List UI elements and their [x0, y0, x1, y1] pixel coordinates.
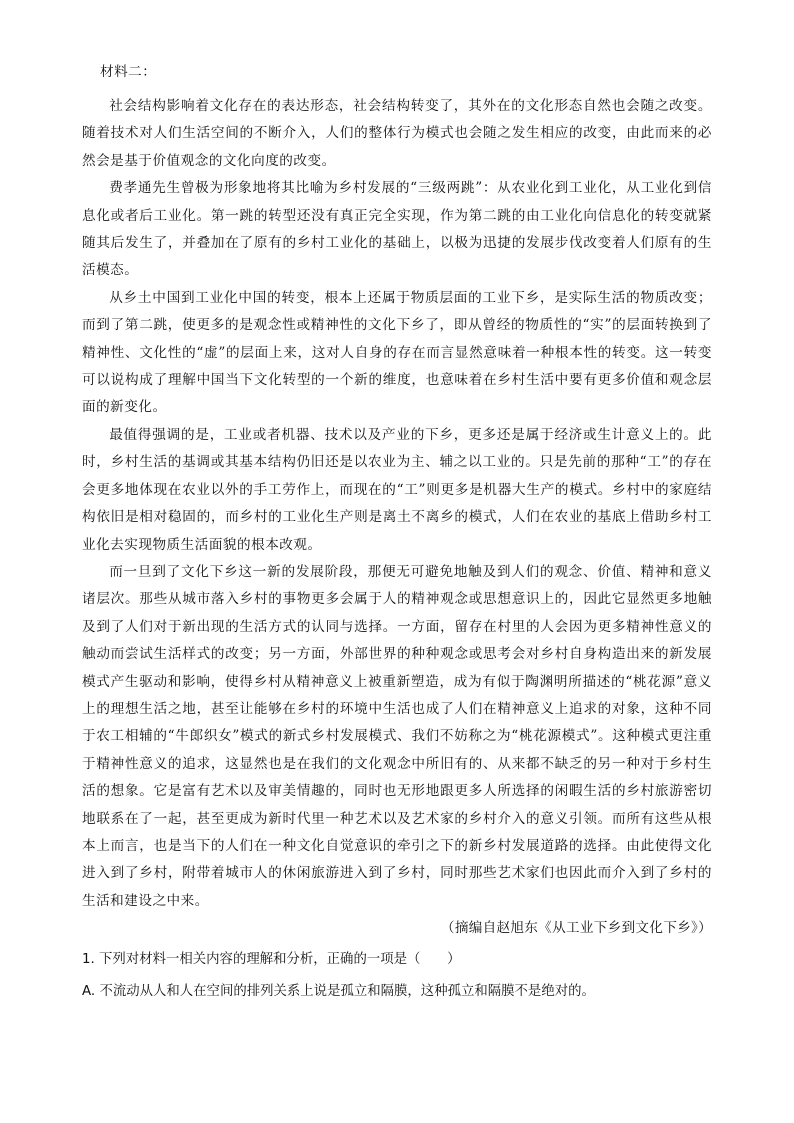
option-a: A. 不流动从人和人在空间的排列关系上说是孤立和隔膜，这种孤立和隔膜不是绝对的。	[82, 984, 595, 1000]
paragraph-3: 从乡土中国到工业化中国的转变，根本上还属于物质层面的工业下乡，是实际生活的物质改变；而到了第二跳，使更多的是观念性或精神性的文化下乡了，即从曾经的物质性的“实”的层面转换到了精神性、文化性的“虚”的层面上来，这对人自身的存在而言显然意味着一种根本性的转变。这一转变可以说构成了理解中国当下文化转型的一个新的维度，也意味着在乡村生活中要有更多价值和观念层面的新变化。	[82, 289, 712, 416]
paragraph-5: 而一旦到了文化下乡这一新的发展阶段，那便无可避免地触及到人们的观念、价值、精神和意义诸层次。那些从城市落入乡村的事物更多会属于人的精神观念或思想意识上的，因此它显然更多地触及到了人们对于新出现的生活方式的认同与选择。一方面，留存在村里的人会因为更多精神性意义的触动而尝试生活样式的改变；另一方面，外部世界的种种观念或思考会对乡村自身构造出来的新发展模式产生驱动和影响，使得乡村从精神意义上被重新塑造，成为有似于陶渊明所描述的“桃花源”意义上的理想生活之地，甚至让能够在乡村的环境中生活也成了人们在精神意义上追求的对象，这种不同于农工相辅的“牛郎织女”模式的新式乡村发展模式、我们不妨称之为“桃花源模式”。这种模式更注重于精神性意义的追求，这显然也是在我们的文化观念中所旧有的、从来都不缺乏的另一种对于乡村生活的想象。它是富有艺术以及审美情趣的，同时也无形地跟更多人所选择的闲暇生活的乡村旅游密切地联系在了一起，甚至更成为新时代里一种艺术以及艺术家的乡村介入的意义引领。而所有这些从根本上而言，也是当下的人们在一种文化自觉意识的牵引之下的新乡村发展道路的选择。由此使得文化进入到了乡村，附带着城市人的休闲旅游进入到了乡村，同时那些艺术家们也因此而介入到了乡村的生活和建设之中来。	[82, 563, 712, 909]
material-heading: 材料二：	[100, 64, 157, 80]
paragraph-1: 社会结构影响着文化存在的表达形态，社会结构转变了，其外在的文化形态自然也会随之改变。随着技术对人们生活空间的不断介入，人们的整体行为模式也会随之发生相应的改变，由此而来的必然会是基于价值观念的文化向度的改变。	[82, 98, 712, 169]
question-stem: 1. 下列对材料一相关内容的理解和分析，正确的一项是（ ）	[82, 952, 461, 968]
paragraph-4: 最值得强调的是，工业或者机器、技术以及产业的下乡，更多还是属于经济或生计意义上的。此时，乡村生活的基调或其基本结构仍旧还是以农业为主、辅之以工业的。只是先前的那种“工”的存在会更多地体现在农业以外的手工劳作上，而现在的“工”则更多是机器大生产的模式。乡村中的家庭结构依旧是相对稳固的，而乡村的工业化生产则是离土不离乡的模式，人们在农业的基底上借助乡村工业化去实现物质生活面貌的根本改观。	[82, 426, 712, 553]
source-citation: （摘编自赵旭东《从工业下乡到文化下乡》）	[440, 920, 712, 937]
paragraph-2: 费孝通先生曾极为形象地将其比喻为乡村发展的“三级两跳”：从农业化到工业化，从工业化到信息化或者后工业化。第一跳的转型还没有真正完全实现，作为第二跳的由工业化向信息化的转变就紧随其后发生了，并叠加在了原有的乡村工业化的基础上，以极为迅捷的发展步伐改变着人们原有的生活模态。	[82, 180, 712, 279]
